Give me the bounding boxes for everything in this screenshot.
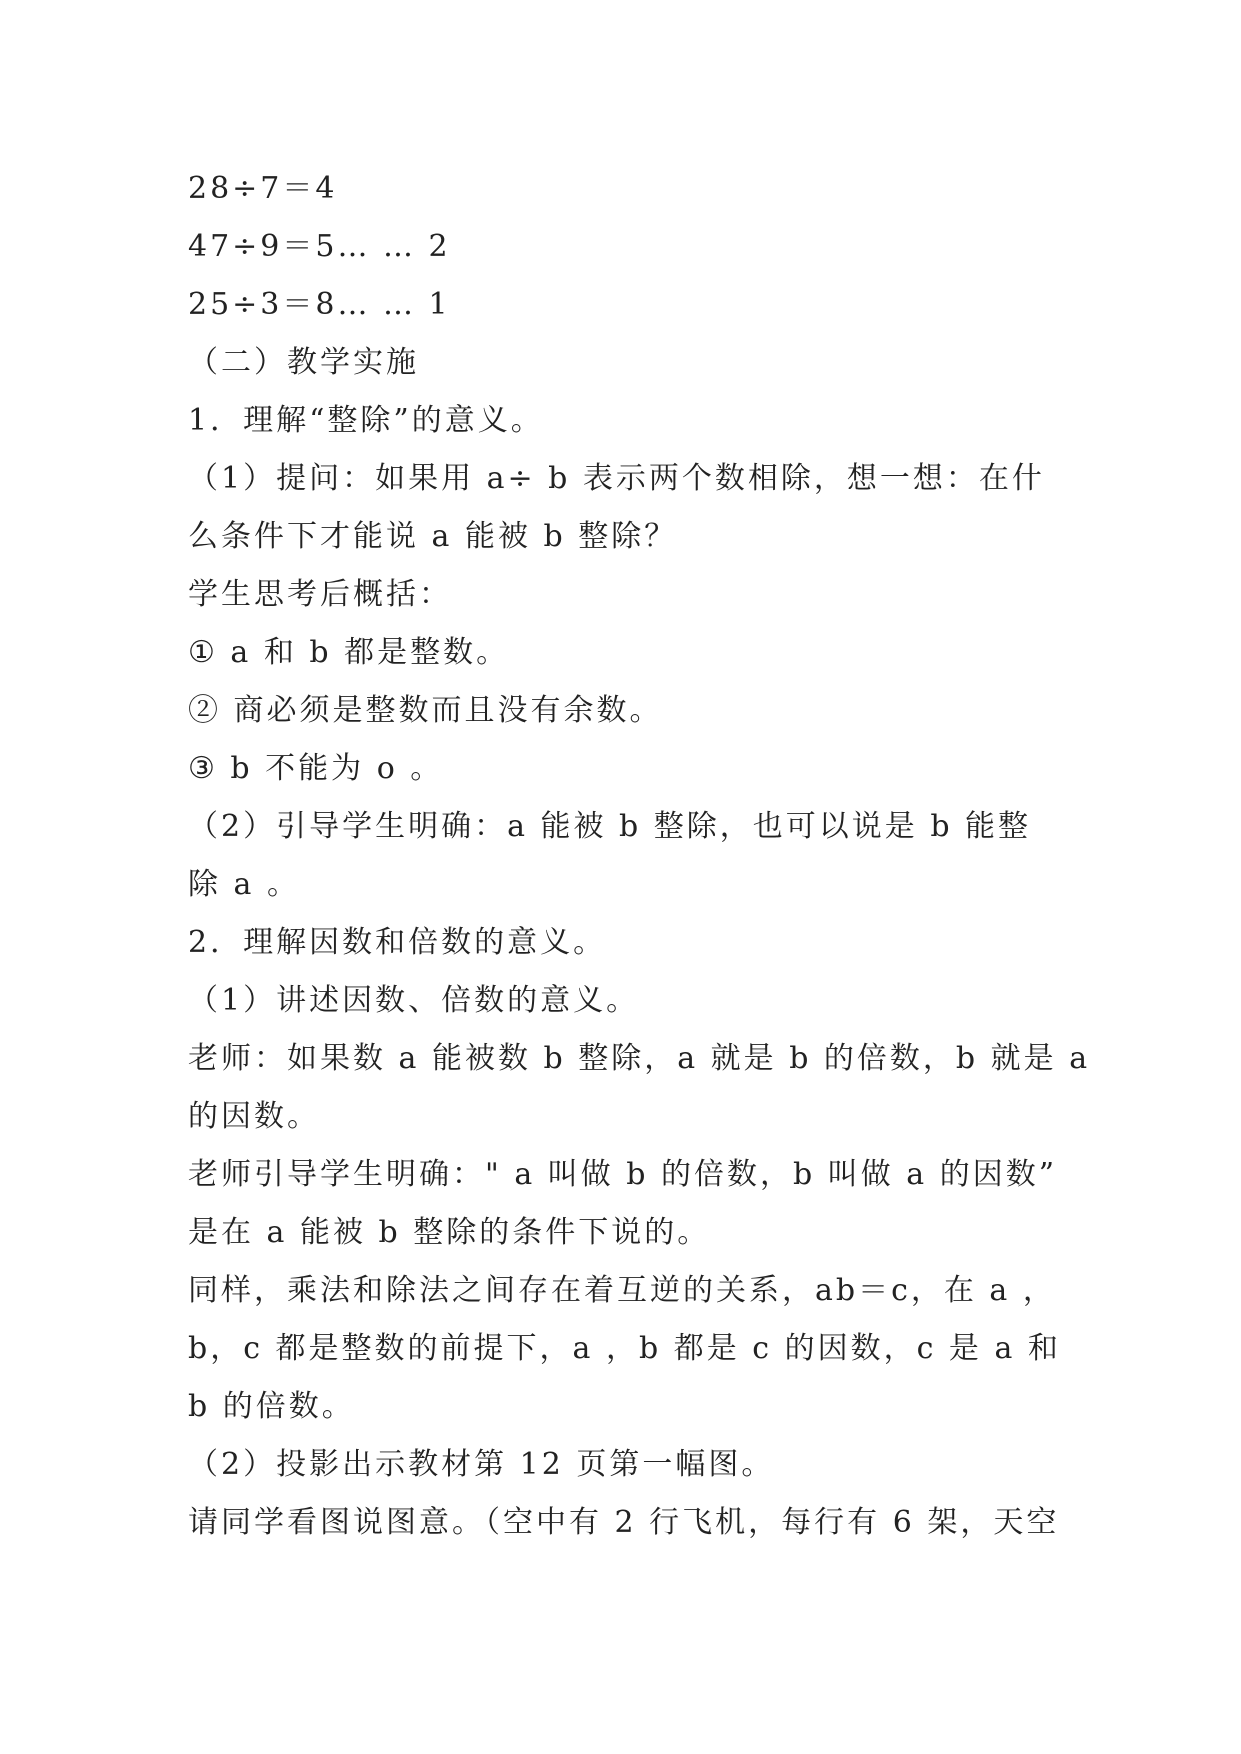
subheading-2: 2．理解因数和倍数的意义。 — [188, 925, 607, 960]
list-item: ① a 和 b 都是整数。 — [188, 635, 510, 670]
list-item: ③ b 不能为 o 。 — [188, 751, 444, 786]
paragraph-line: 么条件下才能说 a 能被 b 整除？ — [188, 519, 678, 554]
section-heading: （二）教学实施 — [188, 345, 419, 380]
paragraph-line: 的因数。 — [188, 1099, 320, 1134]
paragraph-line: （2）投影出示教材第 12 页第一幅图。 — [188, 1447, 775, 1482]
paragraph-line: 请同学看图说图意。（空中有 2 行飞机，每行有 6 架，天空 — [188, 1505, 1060, 1540]
paragraph-line: （1）讲述因数、倍数的意义。 — [188, 983, 640, 1018]
paragraph-line: 老师：如果数 a 能被数 b 整除，a 就是 b 的倍数，b 就是 a — [188, 1041, 1091, 1076]
paragraph-line: （2）引导学生明确：a 能被 b 整除，也可以说是 b 能整 — [188, 809, 1032, 844]
paragraph-line: 学生思考后概括： — [188, 577, 452, 612]
subheading-1: 1．理解“整除”的意义。 — [188, 403, 544, 438]
paragraph-line: b，c 都是整数的前提下，a ，b 都是 c 的因数，c 是 a 和 — [188, 1331, 1061, 1366]
paragraph-line: 除 a 。 — [188, 867, 300, 902]
paragraph-line: b 的倍数。 — [188, 1389, 355, 1424]
paragraph-line: （1）提问：如果用 a÷ b 表示两个数相除，想一想：在什 — [188, 461, 1045, 496]
paragraph-line: 老师引导学生明确：" a 叫做 b 的倍数，b 叫做 a 的因数” — [188, 1157, 1058, 1192]
paragraph-line: 是在 a 能被 b 整除的条件下说的。 — [188, 1215, 711, 1250]
paragraph-line: 同样，乘法和除法之间存在着互逆的关系，ab＝c，在 a ， — [188, 1273, 1056, 1308]
equation-line-3: 25÷3＝8… … 1 — [188, 287, 451, 322]
list-item: ② 商必须是整数而且没有余数。 — [188, 693, 663, 728]
document-body — [188, 160, 1091, 1552]
equation-line-2: 47÷9＝5… … 2 — [188, 229, 451, 264]
equation-line-1: 28÷7＝4 — [188, 171, 338, 206]
